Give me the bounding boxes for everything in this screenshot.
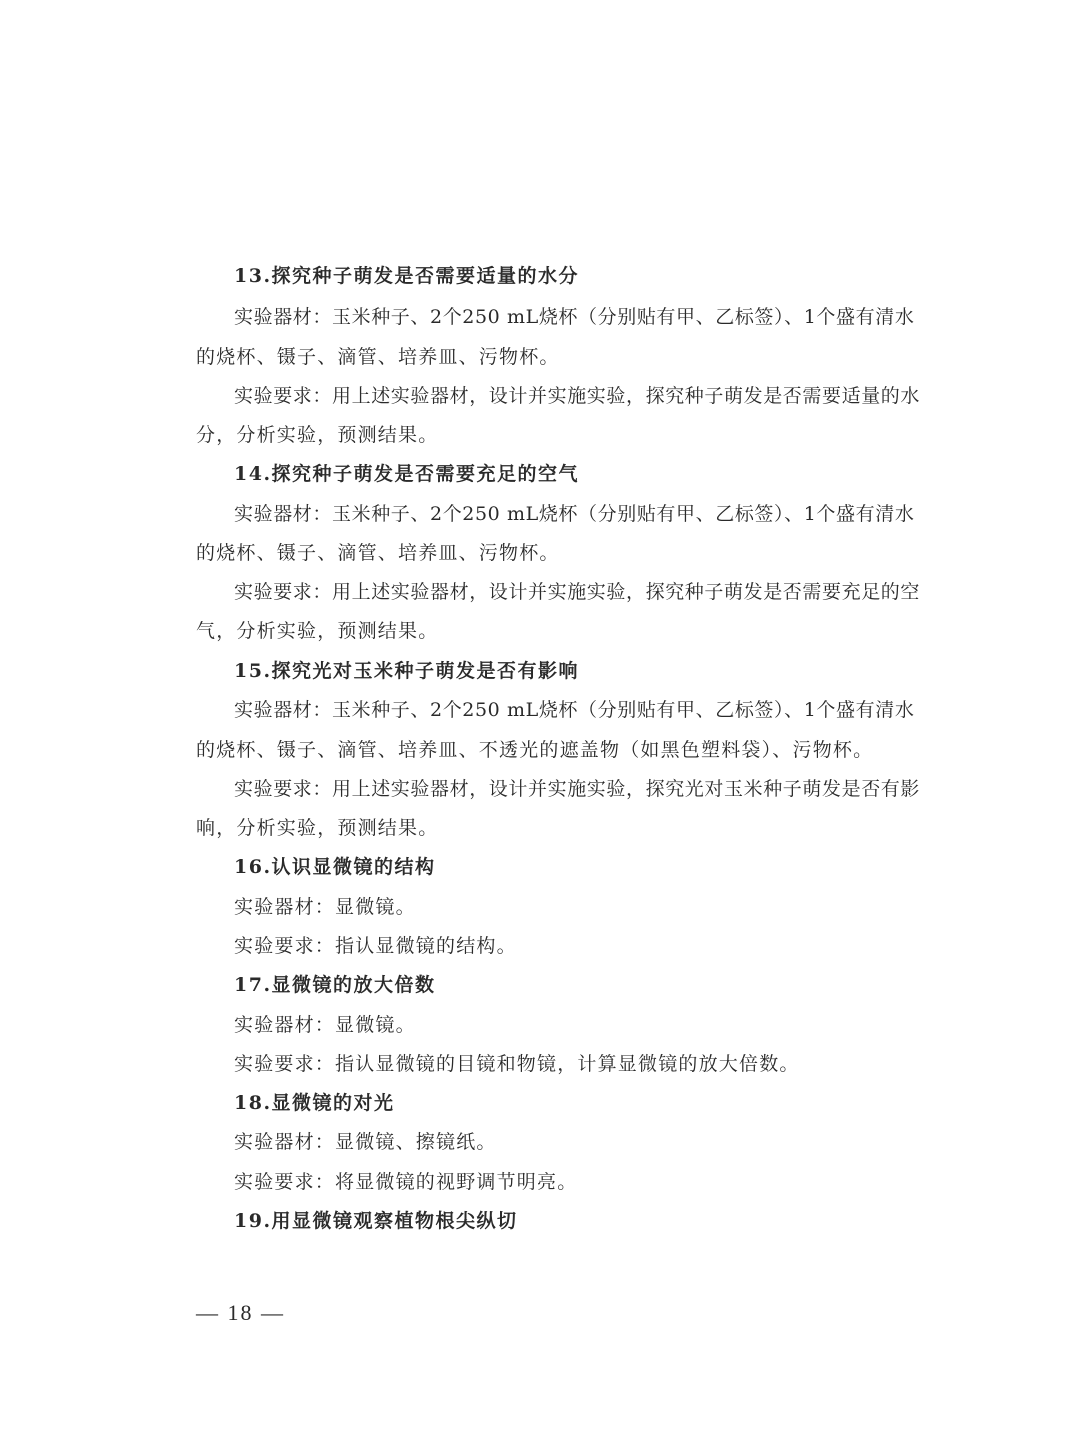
section-heading: 17.显微镜的放大倍数 — [234, 974, 436, 996]
section-heading: 13.探究种子萌发是否需要适量的水分 — [234, 265, 580, 287]
requirements-text: 实验要求：指认显微镜的结构。 — [234, 935, 517, 957]
section-heading: 15.探究光对玉米种子萌发是否有影响 — [234, 660, 580, 682]
section-heading: 19.用显微镜观察植物根尖纵切 — [234, 1210, 518, 1232]
materials-text: 实验器材：显微镜。 — [234, 1014, 416, 1036]
requirements-text: 实验要求：将显微镜的视野调节明亮。 — [234, 1171, 578, 1193]
section-heading: 14.探究种子萌发是否需要充足的空气 — [234, 463, 580, 485]
section-heading: 16.认识显微镜的结构 — [234, 856, 436, 878]
page-number: — 18 — — [196, 1300, 285, 1325]
requirements-text: 实验要求：用上述实验器材，设计并实施实验，探究种子萌发是否需要适量的水 — [234, 385, 921, 407]
materials-text: 实验器材：显微镜。 — [234, 896, 416, 918]
requirements-text-continued: 分，分析实验，预测结果。 — [196, 424, 439, 446]
materials-text-continued: 的烧杯、镊子、滴管、培养皿、不透光的遮盖物（如黑色塑料袋）、污物杯。 — [196, 739, 874, 761]
requirements-text: 实验要求：用上述实验器材，设计并实施实验，探究光对玉米种子萌发是否有影 — [234, 778, 921, 800]
requirements-text-continued: 气，分析实验，预测结果。 — [196, 620, 439, 642]
requirements-text: 实验要求：指认显微镜的目镜和物镜，计算显微镜的放大倍数。 — [234, 1053, 800, 1075]
materials-text: 实验器材：显微镜、擦镜纸。 — [234, 1131, 497, 1153]
materials-text: 实验器材：玉米种子、2个250 mL烧杯（分别贴有甲、乙标签）、1个盛有清水 — [234, 699, 915, 721]
materials-text-continued: 的烧杯、镊子、滴管、培养皿、污物杯。 — [196, 542, 560, 564]
requirements-text-continued: 响，分析实验，预测结果。 — [196, 817, 439, 839]
section-heading: 18.显微镜的对光 — [234, 1092, 395, 1114]
materials-text-continued: 的烧杯、镊子、滴管、培养皿、污物杯。 — [196, 346, 560, 368]
requirements-text: 实验要求：用上述实验器材，设计并实施实验，探究种子萌发是否需要充足的空 — [234, 581, 921, 603]
materials-text: 实验器材：玉米种子、2个250 mL烧杯（分别贴有甲、乙标签）、1个盛有清水 — [234, 503, 915, 525]
materials-text: 实验器材：玉米种子、2个250 mL烧杯（分别贴有甲、乙标签）、1个盛有清水 — [234, 306, 915, 328]
